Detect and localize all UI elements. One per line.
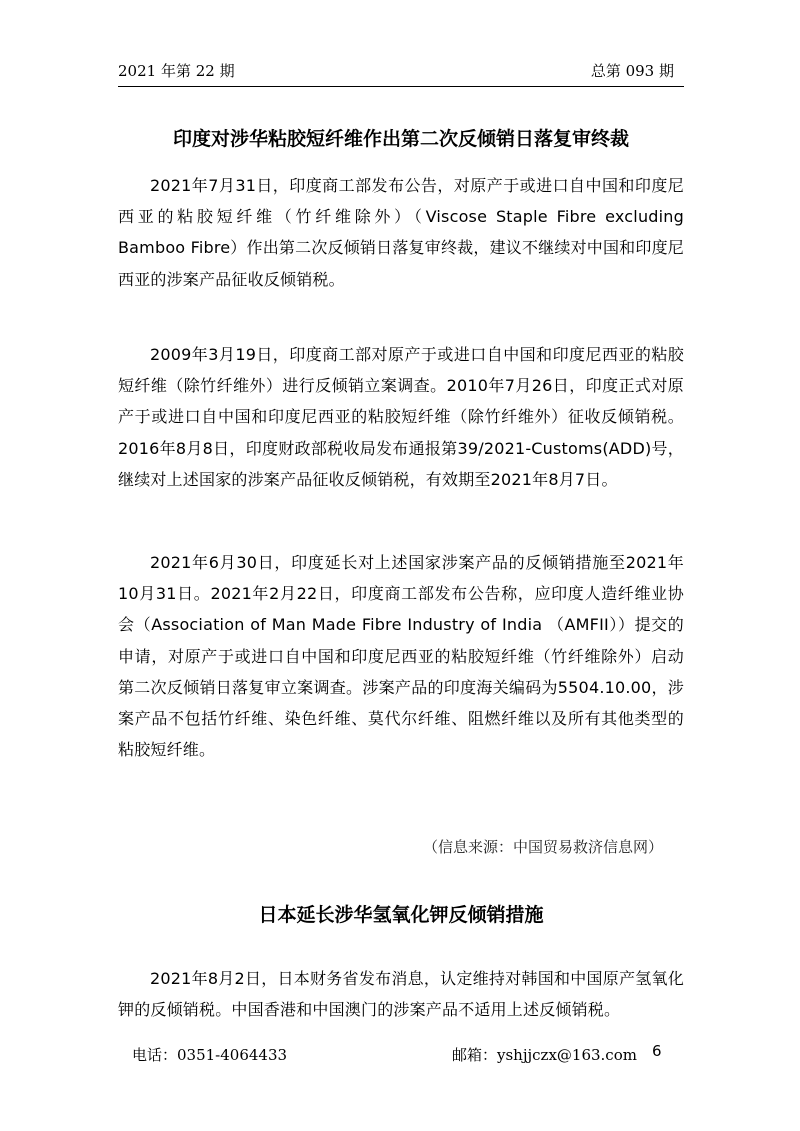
page-number: 6 — [652, 1042, 662, 1060]
footer-phone: 电话：0351-4064433 — [132, 1046, 288, 1064]
footer-email: 邮箱：yshjjczx@163.com — [452, 1046, 637, 1064]
article-2-paragraph-1: 2021年8月2日，日本财务省发布消息，认定维持对韩国和中国原产氢氧化钾的反倾销税。中国香港和中国澳门的涉案产品不适用上述反倾销税。 — [118, 969, 684, 1020]
article-2-title: 日本延长涉华氢氧化钾反倾销措施 — [258, 904, 544, 926]
article-1-paragraph-1: 2021年7月31日，印度商工部发布公告，对原产于或进口自中国和印度尼西亚的粘胶短纤维（竹纤维除外）（Viscose Staple Fibre excluding Bamboo Fibre）作出第二次反倾销日落复审终裁，建议不继续对中国和印度尼西亚的涉案产品征收反倾销税。 — [118, 176, 684, 289]
article-1-paragraph-2: 2009年3月19日，印度商工部对原产于或进口自中国和印度尼西亚的粘胶短纤维（除竹纤维外）进行反倾销立案调查。2010年7月26日，印度正式对原产于或进口自中国和印度尼西亚的粘胶短纤维（除竹纤维外）征收反倾销税。2016年8月8日，印度财政部税收局发布通报第39/2021-Customs(ADD)号，继续对上述国家的涉案产品征收反倾销税，有效期至2021年8月7日。 — [118, 345, 684, 489]
issue-label: 2021 年第 22 期 — [118, 62, 235, 80]
article-1-title: 印度对涉华粘胶短纤维作出第二次反倾销日落复审终裁 — [172, 128, 629, 150]
total-issue-label: 总第 093 期 — [590, 62, 674, 80]
header-divider — [118, 86, 684, 87]
page-header — [118, 58, 684, 84]
article-1-source: （信息来源：中国贸易救济信息网） — [422, 838, 663, 856]
article-1-paragraph-3: 2021年6月30日，印度延长对上述国家涉案产品的反倾销措施至2021年10月31日。2021年2月22日，印度商工部发布公告称，应印度人造纤维业协会（Association of Man Made Fibre Industry of India （AMFII））提交的申请，对原产于或进口自中国和印度尼西亚的粘胶短纤维（竹纤维除外）启动第二次反倾销日落复审立案调查。涉案产品的印度海关编码为5504.10.00，涉案产品不包括竹纤维、染色纤维、莫代尔纤维、阻燃纤维以及所有其他类型的粘胶短纤维。 — [118, 553, 684, 760]
